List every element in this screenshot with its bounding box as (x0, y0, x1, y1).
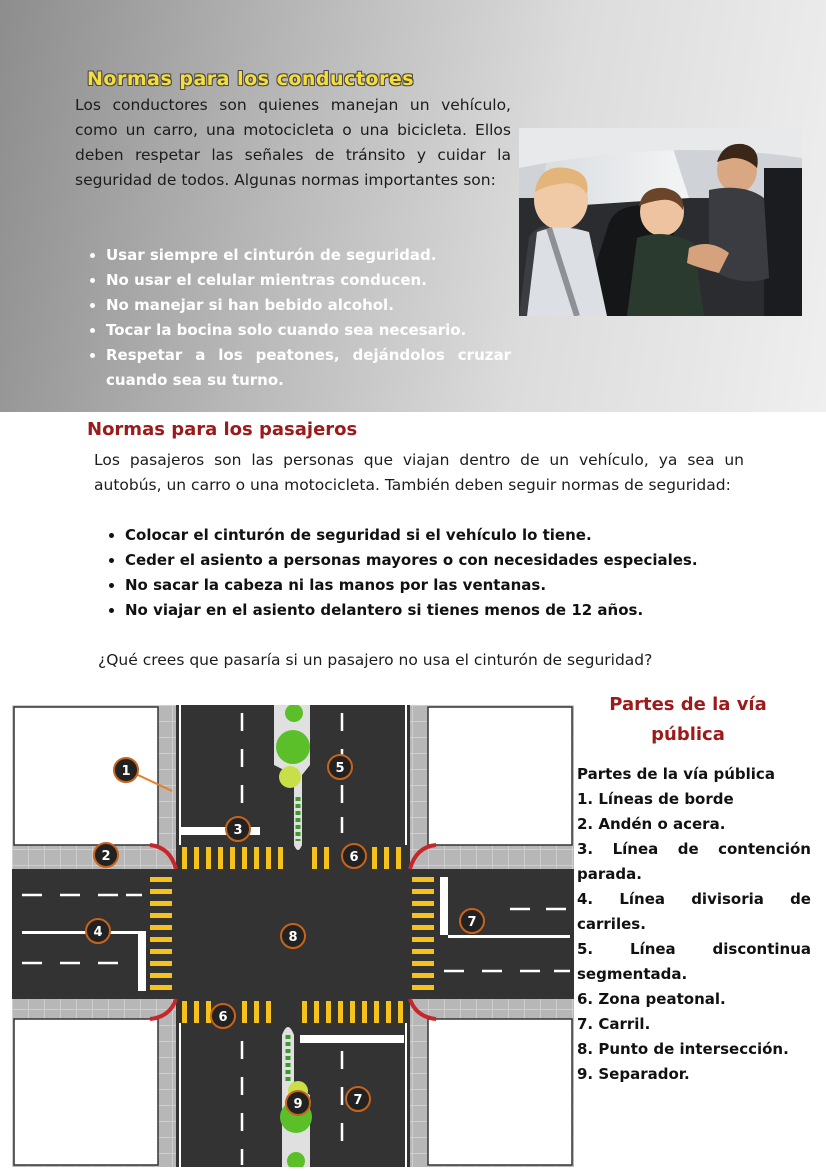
list-item: • Tocar la bocina solo cuando sea necesario. (106, 318, 511, 343)
marker-9 (286, 1091, 310, 1115)
list-item: • No sacar la cabeza ni las manos por las ventanas. (125, 573, 744, 598)
road-parts-heading (590, 690, 786, 750)
marker-4 (86, 919, 110, 943)
marker-7 (346, 1087, 370, 1111)
seatbelt-question: ¿Qué crees que pasaría si un pasajero no usa el cinturón de seguridad? (98, 651, 653, 669)
block-top-right (428, 707, 572, 845)
marker-8 (281, 924, 305, 948)
svg-text:4: 4 (93, 925, 103, 940)
drivers-paragraph: Los conductores son quienes manejan un vehículo, como un carro, una motocicleta o una bicicleta. Ellos deben respetar las señales de tránsito y cuidar la seguridad de todos. Algunas normas importantes son: (75, 96, 511, 189)
svg-text:6: 6 (349, 850, 359, 865)
list-item: • Usar siempre el cinturón de seguridad. (106, 243, 511, 268)
bush-icon (279, 766, 301, 788)
stop-line (440, 877, 448, 935)
passengers-paragraph: Los pasajeros son las personas que viajan dentro de un vehículo, ya sea un autobús, un carro o una motocicleta. También deben seguir normas de seguridad: (94, 451, 744, 494)
marker-6 (211, 1004, 235, 1028)
list-item: • No usar el celular mientras conducen. (106, 268, 511, 293)
list-item: • No viajar en el asiento delantero si tienes menos de 12 años. (125, 598, 744, 623)
list-item: • Ceder el asiento a personas mayores o con necesidades especiales. (125, 548, 744, 573)
svg-text:9: 9 (293, 1097, 303, 1112)
list-item: 3. Línea de contención parada. (577, 840, 811, 883)
svg-text:7: 7 (467, 915, 477, 930)
list-item: 7. Carril. (577, 1015, 651, 1033)
list-item: 9. Separador. (577, 1065, 690, 1083)
list-item: 6. Zona peatonal. (577, 990, 726, 1008)
marker-7 (460, 909, 484, 933)
tree-icon (276, 730, 310, 764)
list-item: 8. Punto de intersección. (577, 1040, 789, 1058)
svg-text:5: 5 (335, 761, 345, 776)
list-item: 2. Andén o acera. (577, 815, 726, 833)
intersection-diagram (12, 705, 574, 1167)
marker-2 (94, 843, 118, 867)
drivers-heading: Normas para los conductores (87, 68, 415, 90)
lane-divider-line (448, 935, 570, 938)
list-item: 1. Líneas de borde (577, 790, 734, 808)
car-seat-photo (519, 128, 802, 316)
block-bottom-left (14, 1019, 158, 1165)
list-item: 5. Línea discontinua segmentada. (577, 940, 811, 983)
marker-5 (328, 755, 352, 779)
marker-6 (342, 844, 366, 868)
svg-text:2: 2 (101, 849, 111, 864)
lane-divider-line (22, 931, 142, 934)
svg-text:3: 3 (233, 823, 243, 838)
road-parts-subtitle: Partes de la vía pública (577, 765, 775, 783)
stop-line (138, 931, 146, 991)
passengers-heading: Normas para los pasajeros (87, 419, 358, 440)
passengers-rules-list (94, 523, 744, 623)
marker-1 (114, 758, 138, 782)
list-item: • Respetar a los peatones, dejándolos cruzar cuando sea su turno. (106, 343, 511, 393)
svg-text:6: 6 (218, 1010, 228, 1025)
road-parts-heading-line1: Partes de la vía (609, 694, 767, 715)
list-item: • No manejar si han bebido alcohol. (106, 293, 511, 318)
marker-3 (226, 817, 250, 841)
stop-line (300, 1035, 404, 1043)
intersection-svg (12, 705, 574, 1167)
drivers-rules-list (75, 243, 511, 393)
list-item: 4. Línea divisoria de carriles. (577, 890, 811, 933)
road-parts-heading-line2: pública (651, 724, 725, 745)
svg-text:1: 1 (121, 764, 131, 779)
road-parts-list (577, 762, 811, 1087)
block-bottom-right (428, 1019, 572, 1165)
svg-text:8: 8 (288, 930, 298, 945)
svg-text:7: 7 (353, 1093, 363, 1108)
list-item: • Colocar el cinturón de seguridad si el vehículo lo tiene. (125, 523, 744, 548)
